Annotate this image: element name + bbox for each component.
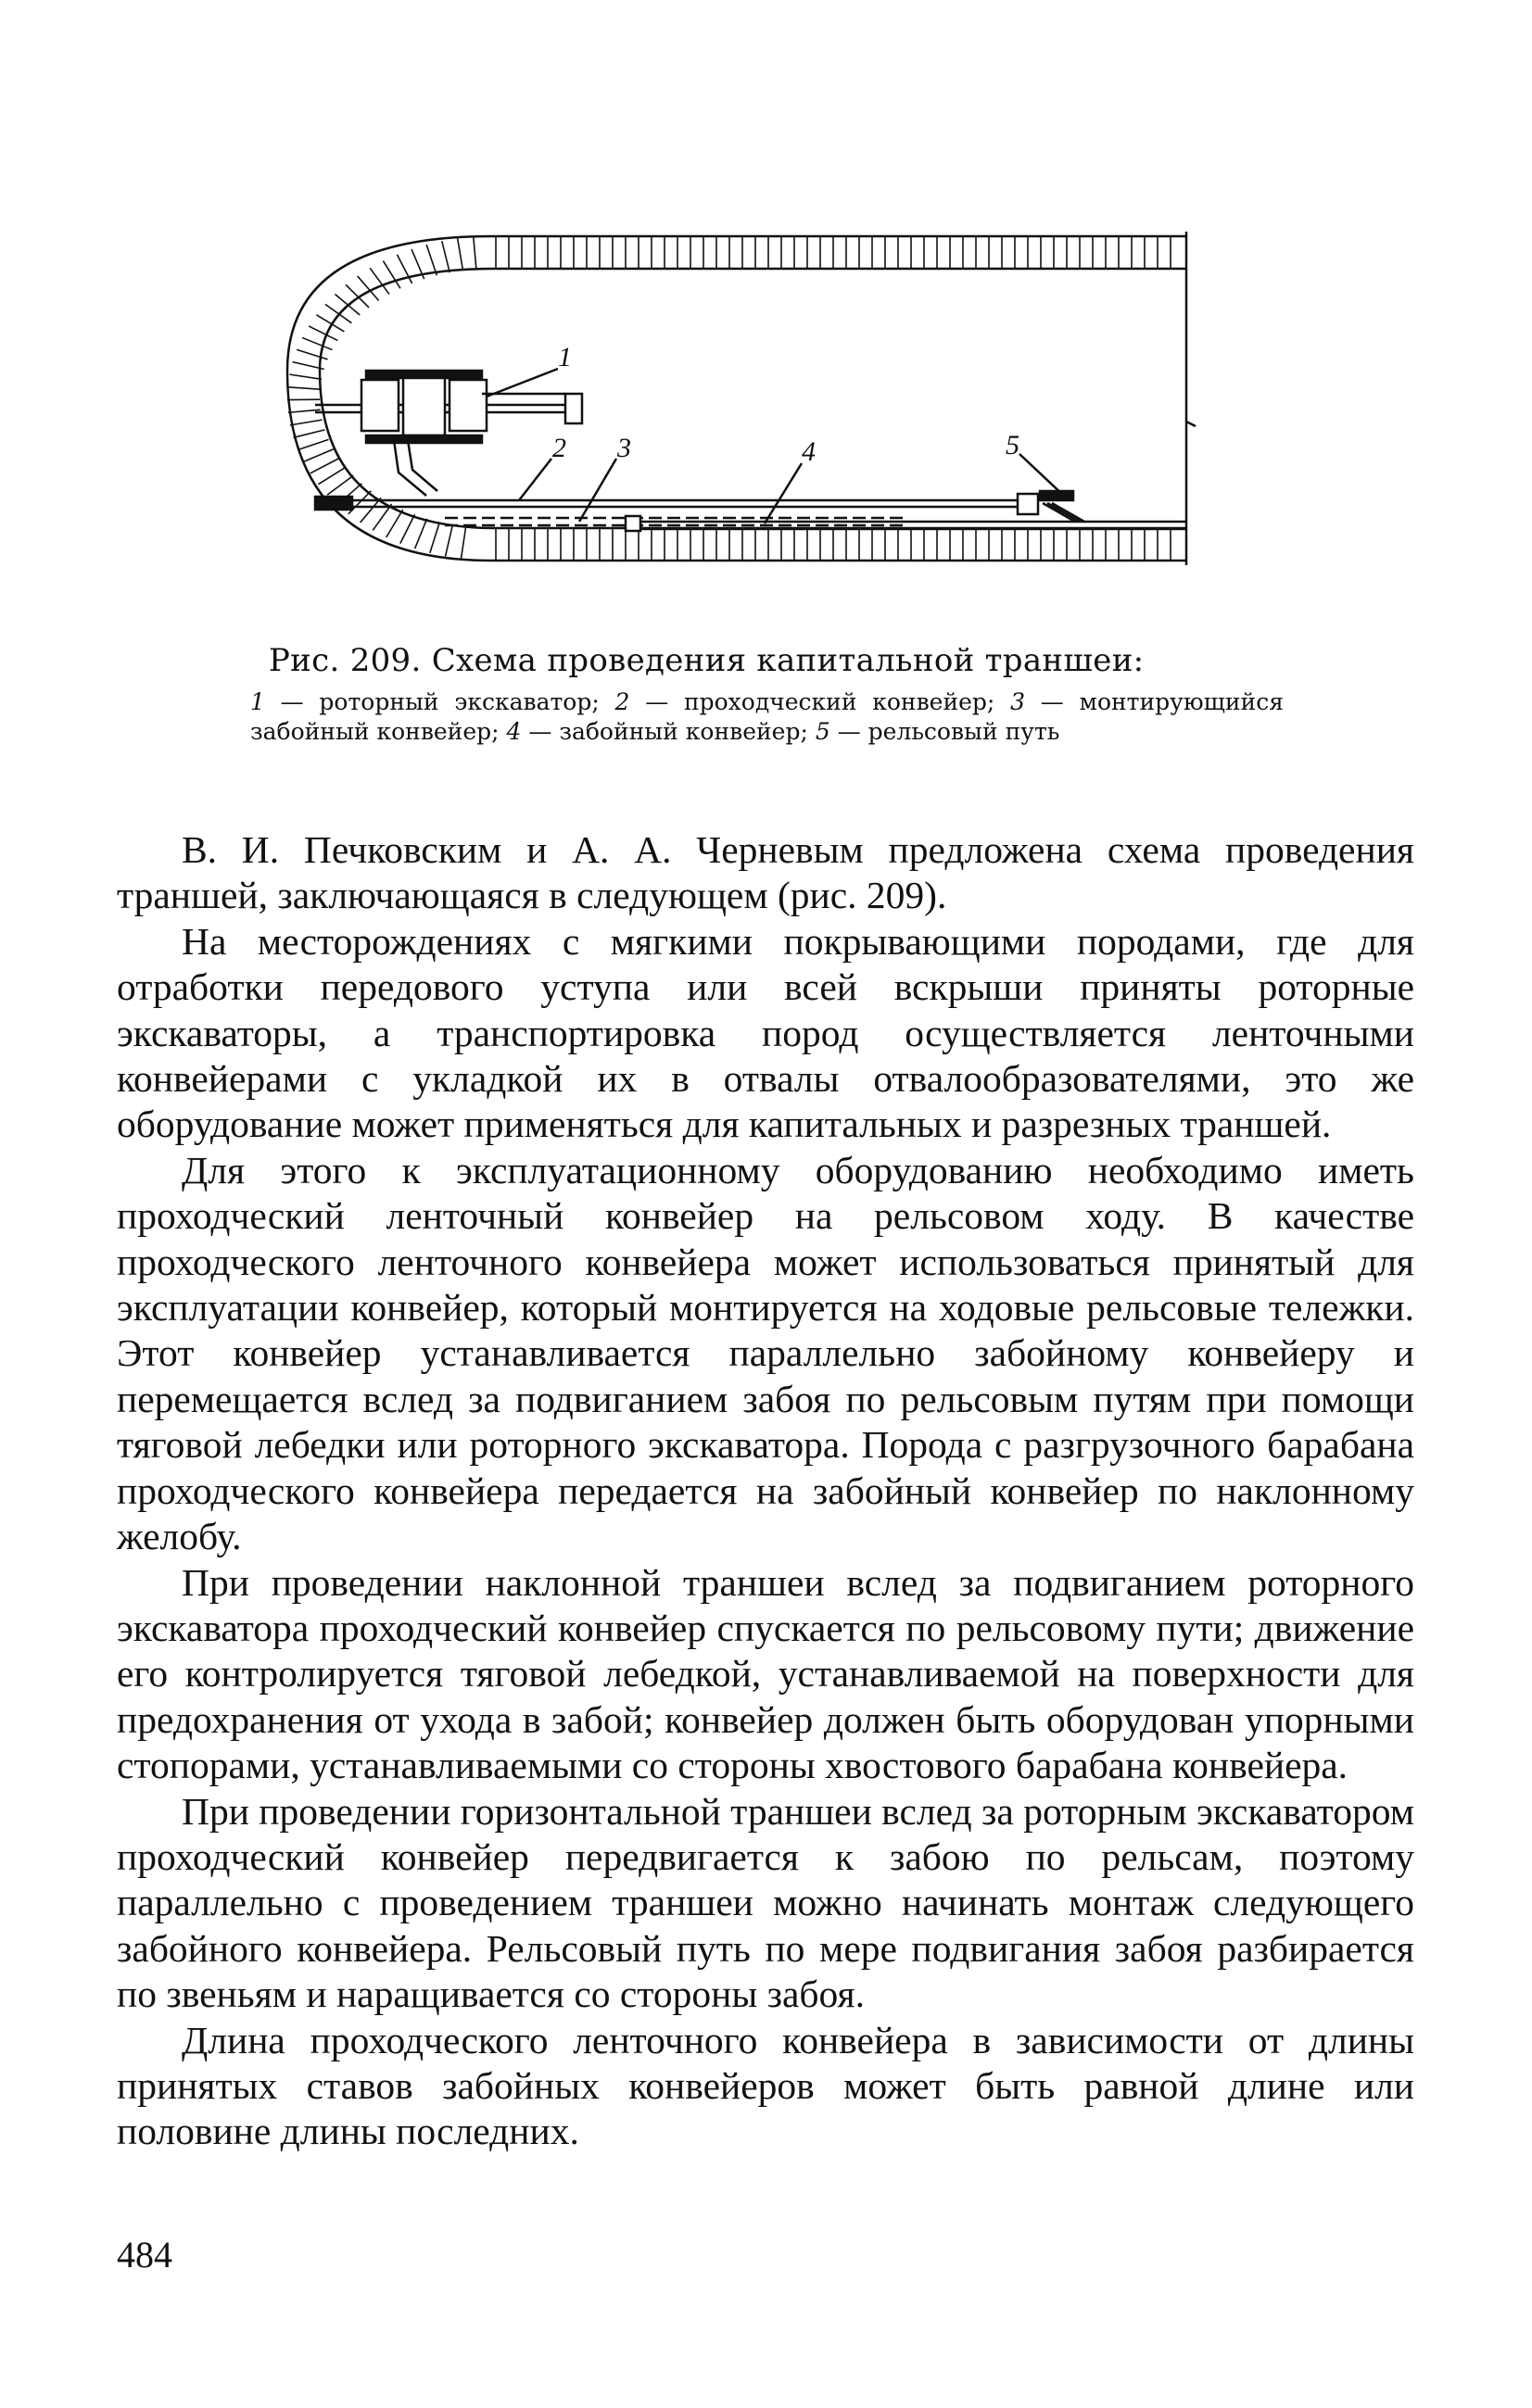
wall-hatch-line [361,498,381,523]
legend-num-2: 2 [614,688,630,715]
wall-hatch-line [442,241,449,272]
wall-hatch-line [290,420,323,425]
wall-hatch-line [288,387,321,389]
page-number: 484 [117,2234,172,2276]
paragraph: При проведении горизонтальной траншеи вслед за роторным экскаватором проходческий конвейер передвигается к забою по рельсам, поэтому параллельно с проведением траншеи можно начинать монтаж следующего забойного конвейера. Рельсовый путь по мере подвигания забоя разбирается по звеньям и наращивается со стороны забоя. [117,1789,1414,2016]
legend-num-5: 5 [815,718,830,745]
figure-caption-title: Рис. 209. Схема проведения капитальной траншеи: [269,642,1145,679]
wall-hatch-line [426,245,437,275]
legend-text-3: — монтирующийся забойный конвейер; [250,688,1284,745]
wall-hatch-line [327,475,353,495]
body-text [117,827,1414,2155]
wall-hatch-line [303,449,333,462]
paragraph: В. И. Печковским и А. А. Черневым предложена схема проведения траншей, заключающаяся в следующем (рис. 209). [117,828,1414,917]
wall-hatch-line [461,526,465,559]
wall-hatch-line [298,439,328,449]
legend-text-4: — забойный конвейер; [521,718,816,745]
wall-hatch-line [309,326,337,341]
wall-hatch-line [386,510,403,537]
wall-hatch-line [415,519,427,548]
legend-text-5: — рельсовый путь [829,718,1060,745]
paragraph: При проведении наклонной траншеи вслед за подвиганием роторного экскаватора проходческий конвейер спускается по рельсовому пути; движение его контролируется тяговой лебедкой, устанавливаемой на поверхности для предохранения от ухода в забой; конвейер должен быть оборудован упорными стопорами, устанавливаемыми со стороны хвостового барабана конвейера. [117,1560,1414,1787]
figure-label-5: 5 [1006,430,1019,460]
wall-hatch-line [318,467,346,485]
legend-text-2: — проходческий конвейер; [629,688,1011,715]
wall-hatch-line [458,238,463,271]
wall-hatch-line [335,295,360,315]
wall-hatch-line [474,237,476,270]
wall-hatch-line [289,374,322,379]
legend-text-1: — роторный экскаватор; [264,688,615,715]
legend-num-3: 3 [1010,688,1026,715]
figure-label-1: 1 [558,342,572,372]
paragraph: Для этого к эксплуатационному оборудованию необходимо иметь проходческий ленточный конвейер на рельсовом ходу. В качестве проходческого ленточного конвейера может использоваться принятый для эксплуатации конвейер, который монтируется на ходовые рельсовые тележки. Этот конвейер устанавливается параллельно забойному конвейеру и перемещается вслед за подвиганием забоя по рельсовым путям при помощи тяговой лебедки или роторного экскаватора. Порода с разгрузочного барабана проходческого конвейера передается на забойный конвейер по наклонному желобу. [117,1148,1414,1558]
wall-hatch-line [430,523,440,553]
wall-hatch-line [400,514,415,543]
wall-hatch-line [297,349,327,359]
trench-scheme-figure [260,208,1270,598]
wall-hatch-line [310,459,339,473]
paragraph: Длина проходческого ленточного конвейера в зависимости от длины принятых ставов забойных конвейеров может быть равной длине или половине длины последних. [117,2018,1414,2153]
wall-hatch-line [373,504,391,530]
figure-label-4: 4 [802,436,816,467]
figure-label-3: 3 [617,433,631,463]
figure-label-2: 2 [552,433,566,463]
paragraph: На месторождениях с мягкими покрывающими породами, где для отработки передового уступа или всей вскрыши приняты роторные экскаваторы, а транспортировка пород осуществляется ленточными конвейерами с укладкой их в отвалы отвалообразователями, это же оборудование может применяться для капитальных и разрезных траншей. [117,919,1414,1146]
figure-caption-legend [250,687,1284,747]
wall-hatch-line [302,337,332,349]
legend-num-1: 1 [250,688,265,715]
wall-hatch-line [294,430,325,437]
wall-hatch-line [446,524,453,556]
legend-num-4: 4 [506,718,522,745]
